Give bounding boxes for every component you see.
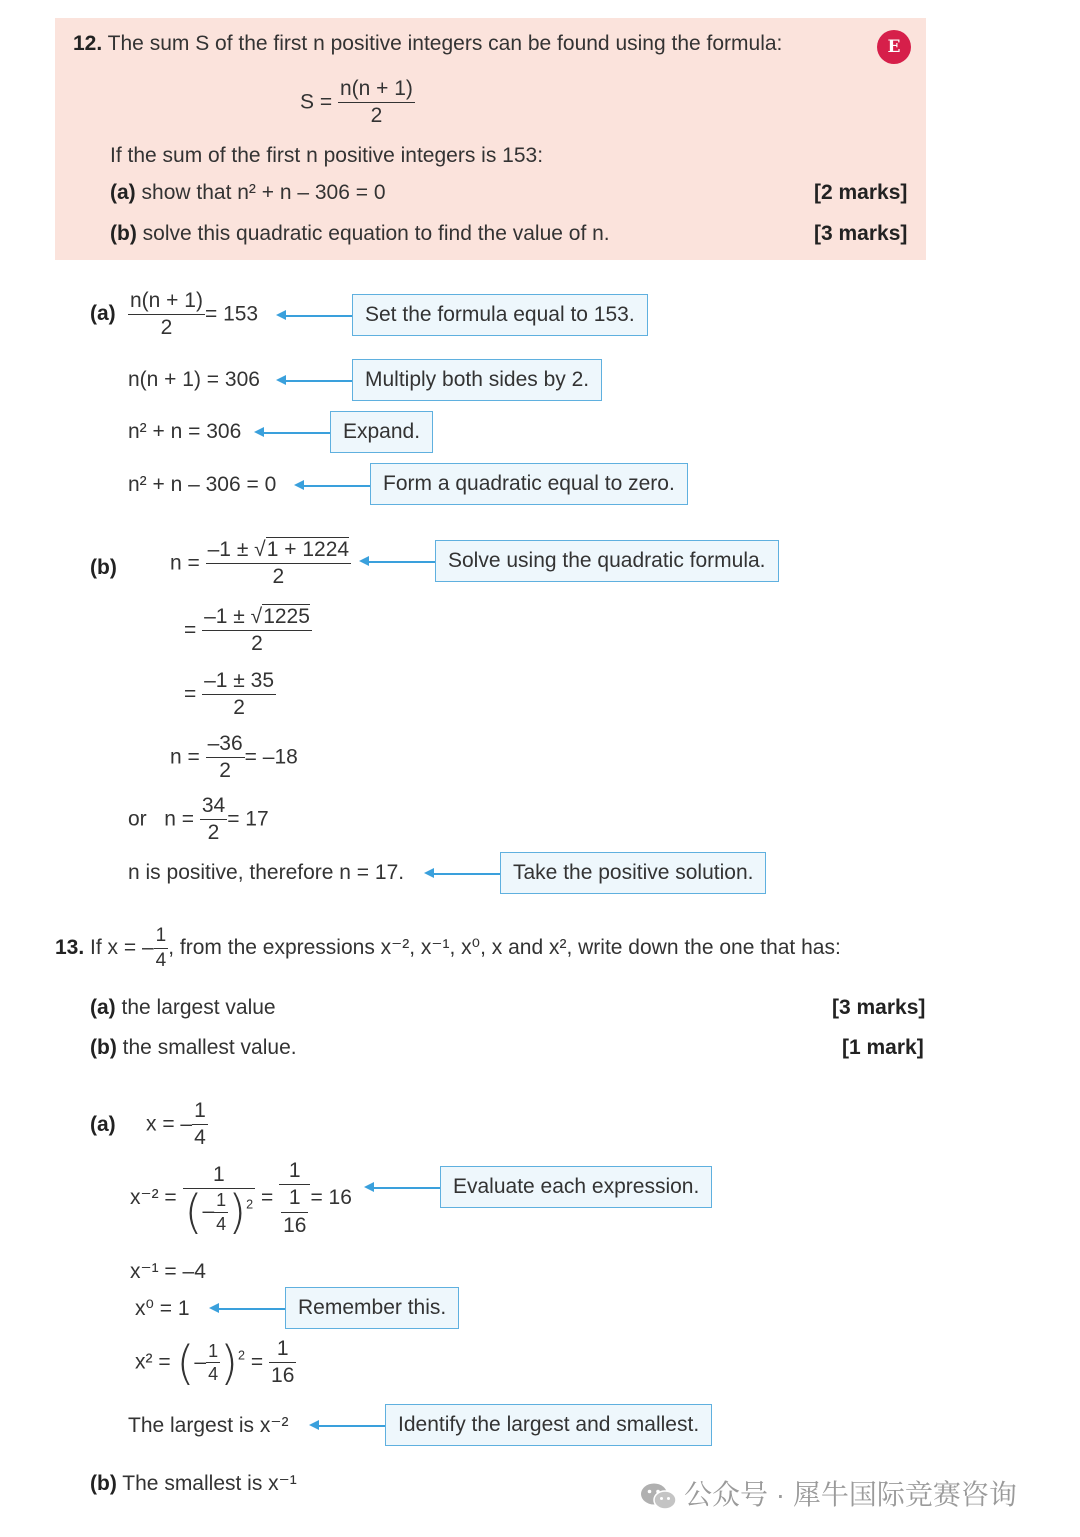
line2-num-pre: –1 ±: [204, 605, 245, 628]
inner-denominator: 4: [208, 1364, 219, 1385]
wechat-watermark: [640, 1473, 1017, 1513]
note-set-formula: Set the formula equal to 153.: [352, 294, 648, 336]
inner-denominator: 4: [216, 1213, 227, 1234]
line2-fraction: [202, 604, 312, 658]
step1-rhs: = 153: [204, 302, 259, 326]
inner-numerator: 1: [206, 1340, 220, 1364]
arrow: [282, 315, 352, 317]
xm2-numerator: 1: [183, 1162, 256, 1189]
line1-lhs: n =: [170, 551, 200, 575]
difficulty-badge: E: [877, 30, 911, 64]
solution-13-x-squared: [135, 1336, 296, 1390]
question-12-given: If the sum of the first n positive integers is 153:: [110, 144, 544, 167]
mid-numerator: 1: [279, 1158, 310, 1185]
solution-12a-step1: [128, 288, 258, 342]
note-positive-solution: Take the positive solution.: [500, 852, 766, 894]
mid-inner-numerator: 1: [281, 1185, 308, 1212]
part-label: (a): [90, 996, 116, 1019]
mid-inner-denominator: 16: [283, 1213, 307, 1237]
question-12-part-a-marks: [2 marks]: [814, 181, 908, 204]
stem-post: , from the expressions x⁻², x⁻¹, x⁰, x and x², write down the one that has:: [168, 935, 841, 959]
part-text: solve this quadratic equation to find the value of n.: [142, 222, 610, 245]
note-multiply: Multiply both sides by 2.: [352, 359, 602, 401]
note-identify: Identify the largest and smallest.: [385, 1404, 712, 1446]
step1-numerator: n(n + 1): [128, 288, 205, 315]
question-number: 13.: [55, 935, 85, 959]
part-label: (b): [90, 1036, 117, 1059]
question-13-part-b-marks: [1 mark]: [842, 1036, 924, 1059]
solution-13-smallest: [90, 1471, 297, 1496]
arrow: [282, 380, 352, 382]
part-text: the largest value: [121, 996, 276, 1019]
given-denominator: 4: [194, 1126, 206, 1150]
line5-rhs: = 17: [227, 807, 269, 831]
x2-fraction: [269, 1336, 296, 1390]
watermark-text: 公众号 · 犀牛国际竞赛咨询: [684, 1479, 1017, 1510]
solution-13a-label: [90, 1113, 116, 1137]
arrow: [365, 561, 435, 563]
question-13-stem: [55, 924, 841, 973]
x2-lhs: x² =: [135, 1350, 171, 1374]
solution-12b-label: [90, 556, 117, 580]
x2-numerator: 1: [269, 1336, 296, 1363]
part-label: (b): [90, 1472, 117, 1495]
question-13-part-b: [90, 1036, 297, 1060]
part-label: (a): [110, 181, 136, 204]
sum-formula: [300, 76, 415, 130]
line1-fraction: [206, 537, 351, 591]
solution-12b-line3: [184, 668, 276, 722]
solution-12a-step3: n² + n = 306: [128, 420, 242, 443]
stem-fraction: [154, 924, 169, 973]
line1-denominator: 2: [272, 565, 285, 589]
label-text: (a): [90, 302, 116, 325]
solution-12b-line4: [170, 731, 298, 785]
note-quadratic-formula: Solve using the quadratic formula.: [435, 540, 779, 582]
inner-sign: –: [194, 1350, 207, 1374]
question-13-part-a-marks: [3 marks]: [832, 996, 926, 1019]
line3-lhs: =: [184, 682, 197, 706]
question-12-part-b: [110, 222, 610, 246]
line5-lhs: n =: [164, 807, 194, 831]
xm2-denominator: [183, 1185, 256, 1239]
solution-13-x-minus-2: x⁻² = 1 (– $\frac{1}{4}$ )$^2$ = $\frac{1}{\frac{1}{16}}$ = 16: [130, 1159, 352, 1239]
solution-13-x-zero: x⁰ = 1: [135, 1297, 190, 1320]
solution-13-given: [146, 1098, 208, 1152]
xm2-rhs: = 16: [310, 1185, 352, 1209]
line4-lhs: n =: [170, 745, 200, 769]
part-label: (b): [110, 222, 137, 245]
solution-13-x-minus-1: x⁻¹ = –4: [130, 1260, 206, 1283]
line1-num-pre: –1 ±: [207, 538, 249, 561]
note-form-quadratic: Form a quadratic equal to zero.: [370, 463, 688, 505]
formula-lhs: S =: [300, 90, 333, 114]
solution-12a-step2: n(n + 1) = 306: [128, 368, 260, 391]
line4-rhs: = –18: [244, 745, 298, 769]
question-12-part-a: [110, 181, 386, 205]
line1-numerator: –1 ± √1 + 1224: [206, 537, 351, 564]
x2-denominator: 16: [271, 1364, 295, 1388]
line5-or: or: [128, 807, 147, 831]
line2-lhs: =: [184, 618, 197, 642]
xm2-mid-fraction: [279, 1158, 310, 1239]
line2-numerator: –1 ± √1225: [202, 604, 312, 631]
line5-denominator: 2: [207, 821, 220, 845]
question-13-part-a: [90, 996, 276, 1020]
step1-denominator: 2: [160, 316, 173, 340]
line1-radicand: 1 + 1224: [266, 538, 350, 561]
paren: ): [228, 1185, 247, 1239]
solution-13-largest: The largest is x⁻²: [128, 1414, 289, 1437]
step1-fraction: [128, 288, 205, 342]
mid-inner-fraction: [281, 1185, 308, 1239]
paren: (: [176, 1335, 195, 1390]
solution-12b-line5: [128, 793, 269, 847]
label-text: (b): [90, 556, 117, 579]
solution-12a-step4: n² + n – 306 = 0: [128, 473, 277, 496]
mid-denominator: [279, 1185, 310, 1239]
wechat-icon: [640, 1482, 678, 1512]
formula-fraction: [338, 76, 415, 130]
part-text: the smallest value.: [122, 1036, 297, 1059]
arrow: [300, 485, 370, 487]
arrow: [430, 873, 500, 875]
line3-denominator: 2: [233, 696, 245, 720]
given-numerator: 1: [192, 1098, 208, 1125]
label-text: (a): [90, 1113, 116, 1136]
line5-numerator: 34: [200, 793, 227, 820]
note-expand: Expand.: [330, 411, 433, 453]
line3-numerator: –1 ± 35: [202, 668, 276, 695]
solution-12b-conclusion: n is positive, therefore n = 17.: [128, 861, 405, 884]
solution-12b-line1: [170, 537, 351, 591]
given-lhs: x = –: [146, 1112, 193, 1136]
arrow: [315, 1425, 385, 1427]
formula-denominator: 2: [370, 104, 383, 128]
line4-fraction: [206, 731, 245, 785]
inner-fraction: [214, 1189, 228, 1235]
question-number: 12.: [73, 32, 103, 55]
question-12-stem: [73, 32, 782, 56]
paren: ): [220, 1335, 239, 1390]
line4-denominator: 2: [219, 759, 231, 783]
line4-numerator: –36: [206, 731, 245, 758]
line2-radicand: 1225: [263, 605, 310, 628]
given-fraction: [192, 1098, 208, 1152]
smallest-text: The smallest is x⁻¹: [122, 1472, 297, 1495]
arrow: [260, 432, 330, 434]
stem-numerator: 1: [154, 924, 169, 949]
solution-12b-line2: [184, 604, 312, 658]
line3-fraction: [202, 668, 276, 722]
stem-denominator: 4: [155, 949, 167, 971]
note-remember: Remember this.: [285, 1287, 459, 1329]
inner-numerator: 1: [214, 1189, 228, 1213]
question-text: The sum S of the first n positive integers can be found using the formula:: [107, 32, 783, 55]
note-evaluate: Evaluate each expression.: [440, 1166, 712, 1208]
formula-numerator: n(n + 1): [338, 76, 415, 103]
arrow: [370, 1187, 440, 1189]
line2-denominator: 2: [251, 632, 263, 656]
arrow: [215, 1308, 285, 1310]
solution-12a-label: [90, 302, 116, 326]
xm2-lhs: x⁻² =: [130, 1185, 177, 1209]
stem-pre: If x = –: [90, 935, 154, 959]
question-12-part-b-marks: [3 marks]: [814, 222, 908, 245]
paren: (: [184, 1185, 203, 1239]
exponent: 2: [246, 1197, 254, 1212]
xm2-fraction: [183, 1162, 256, 1239]
exponent: 2: [238, 1348, 246, 1363]
x2-eq: =: [250, 1350, 264, 1374]
part-text: show that n² + n – 306 = 0: [141, 181, 386, 204]
inner-sign: –: [202, 1199, 215, 1223]
line5-fraction: [200, 793, 227, 847]
inner-fraction: [206, 1340, 220, 1386]
